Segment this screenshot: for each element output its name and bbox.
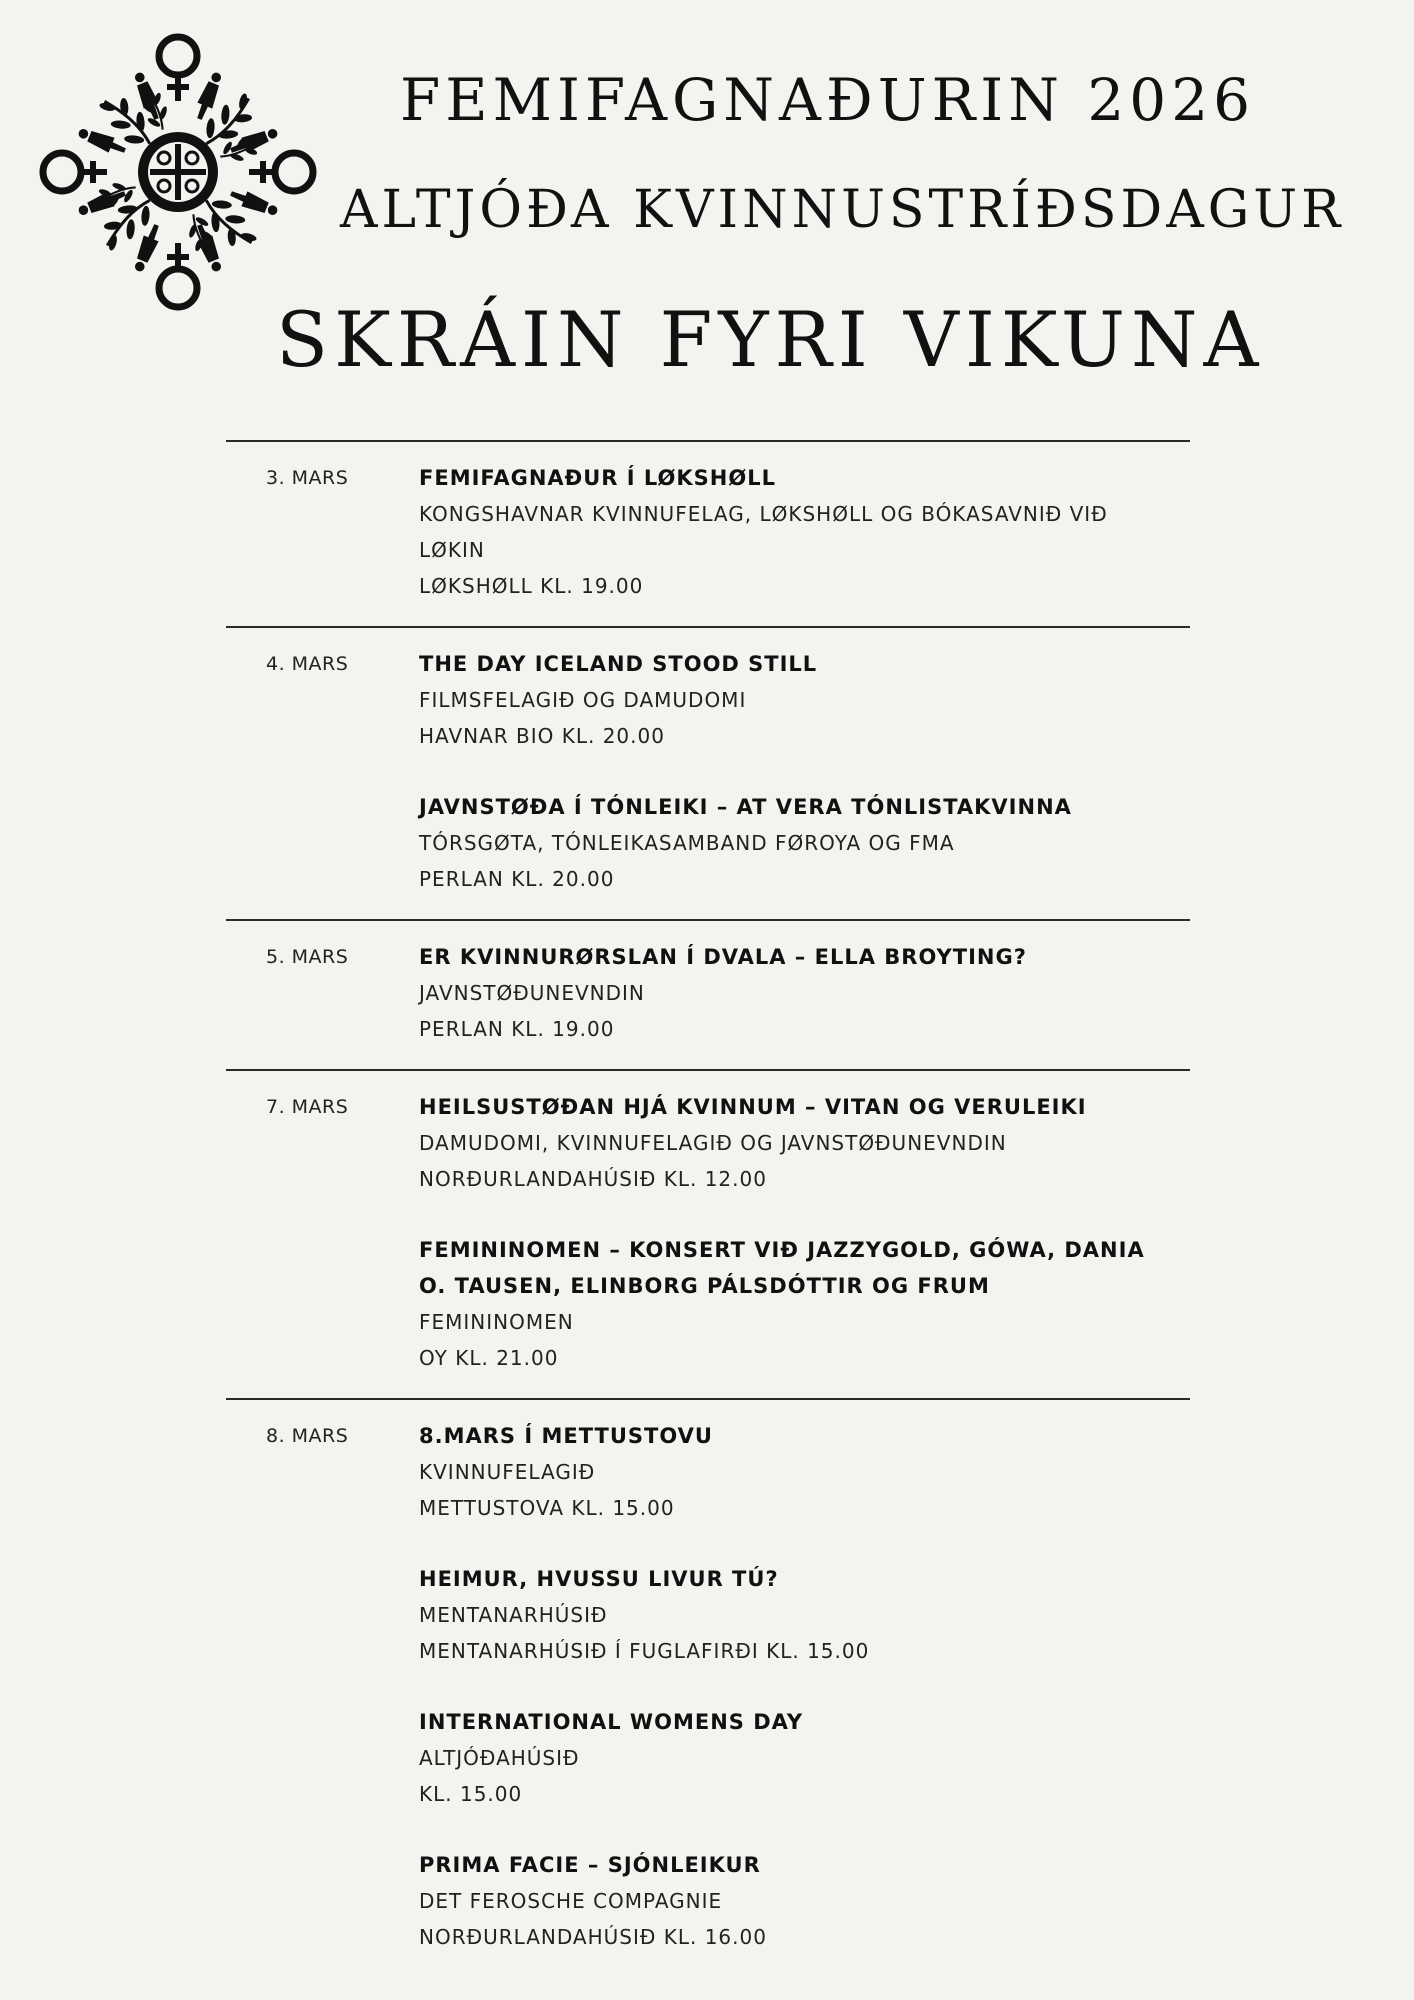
- event: [419, 1847, 1190, 1955]
- event-venue: MENTANARHÚSIÐ Í FUGLAFIRÐI KL. 15.00: [419, 1639, 870, 1663]
- event-organizer: DET FEROSCHE COMPAGNIE: [419, 1889, 723, 1913]
- event-organizer: KONGSHAVNAR KVINNUFELAG, LØKSHØLL OG BÓKASAVNIÐ VIÐ LØKIN: [419, 502, 1108, 562]
- event-organizer: FEMININOMEN: [419, 1310, 574, 1334]
- day-events: [419, 460, 1190, 604]
- day-events: [419, 939, 1190, 1047]
- event: [419, 939, 1190, 1047]
- event-organizer: DAMUDOMI, KVINNUFELAGIÐ OG JAVNSTØÐUNEVNDIN: [419, 1131, 1007, 1155]
- event-title: INTERNATIONAL WOMENS DAY: [419, 1710, 804, 1734]
- event-title: HEILSUSTØÐAN HJÁ KVINNUM – VITAN OG VERULEIKI: [419, 1095, 1087, 1119]
- event-title: HEIMUR, HVUSSU LIVUR TÚ?: [419, 1567, 779, 1591]
- event-organizer: MENTANARHÚSIÐ: [419, 1603, 608, 1627]
- day-date: 8. MARS: [266, 1425, 349, 1447]
- event-venue: KL. 15.00: [419, 1782, 523, 1806]
- event-title: ER KVINNURØRSLAN Í DVALA – ELLA BROYTING?: [419, 945, 1027, 969]
- schedule-day: [226, 1069, 1190, 1398]
- schedule: [226, 440, 1190, 1977]
- schedule-day: [226, 440, 1190, 626]
- event: [419, 789, 1190, 897]
- day-date: 7. MARS: [266, 1096, 349, 1118]
- event-organizer: KVINNUFELAGIÐ: [419, 1460, 596, 1484]
- event-title: FEMIFAGNAÐUR Í LØKSHØLL: [419, 466, 776, 490]
- event-organizer: FILMSFELAGIÐ OG DAMUDOMI: [419, 688, 747, 712]
- poster-subtitle: ALTJÓÐA KVINNUSTRÍÐSDAGUR: [340, 180, 1345, 240]
- event-title: 8.MARS Í METTUSTOVU: [419, 1424, 713, 1448]
- event: [419, 1232, 1190, 1376]
- schedule-day: [226, 626, 1190, 919]
- event-title: PRIMA FACIE – SJÓNLEIKUR: [419, 1853, 761, 1877]
- day-events: [419, 646, 1190, 897]
- schedule-day: [226, 1398, 1190, 1977]
- event-venue: LØKSHØLL KL. 19.00: [419, 574, 644, 598]
- event-organizer: ALTJÓÐAHÚSIÐ: [419, 1746, 580, 1770]
- event-venue: NORÐURLANDAHÚSIÐ KL. 16.00: [419, 1925, 767, 1949]
- event-venue: OY KL. 21.00: [419, 1346, 559, 1370]
- event: [419, 1561, 1190, 1669]
- schedule-heading: SKRÁIN FYRI VIKUNA: [276, 295, 1265, 384]
- event-venue: PERLAN KL. 19.00: [419, 1017, 615, 1041]
- schedule-day: [226, 919, 1190, 1069]
- event: [419, 1704, 1190, 1812]
- day-date: 3. MARS: [266, 467, 349, 489]
- event-organizer: TÓRSGØTA, TÓNLEIKASAMBAND FØROYA OG FMA: [419, 831, 955, 855]
- event: [419, 1089, 1190, 1197]
- day-date: 5. MARS: [266, 946, 349, 968]
- poster-title: FEMIFAGNAÐURIN 2026: [400, 66, 1256, 134]
- event-title: FEMININOMEN – KONSERT VIÐ JAZZYGOLD, GÓWA, DANIA O. TAUSEN, ELINBORG PÁLSDÓTTIR OG FRUM: [419, 1238, 1145, 1298]
- day-date: 4. MARS: [266, 653, 349, 675]
- venus-wreath-emblem-icon: [28, 22, 328, 322]
- event: [419, 646, 1190, 754]
- event-venue: PERLAN KL. 20.00: [419, 867, 615, 891]
- event: [419, 460, 1190, 604]
- day-events: [419, 1418, 1190, 1955]
- event-venue: METTUSTOVA KL. 15.00: [419, 1496, 675, 1520]
- event-title: JAVNSTØÐA Í TÓNLEIKI – AT VERA TÓNLISTAKVINNA: [419, 795, 1072, 819]
- event: [419, 1418, 1190, 1526]
- event-title: THE DAY ICELAND STOOD STILL: [419, 652, 818, 676]
- day-events: [419, 1089, 1190, 1376]
- event-organizer: JAVNSTØÐUNEVNDIN: [419, 981, 645, 1005]
- event-venue: HAVNAR BIO KL. 20.00: [419, 724, 665, 748]
- event-venue: NORÐURLANDAHÚSIÐ KL. 12.00: [419, 1167, 767, 1191]
